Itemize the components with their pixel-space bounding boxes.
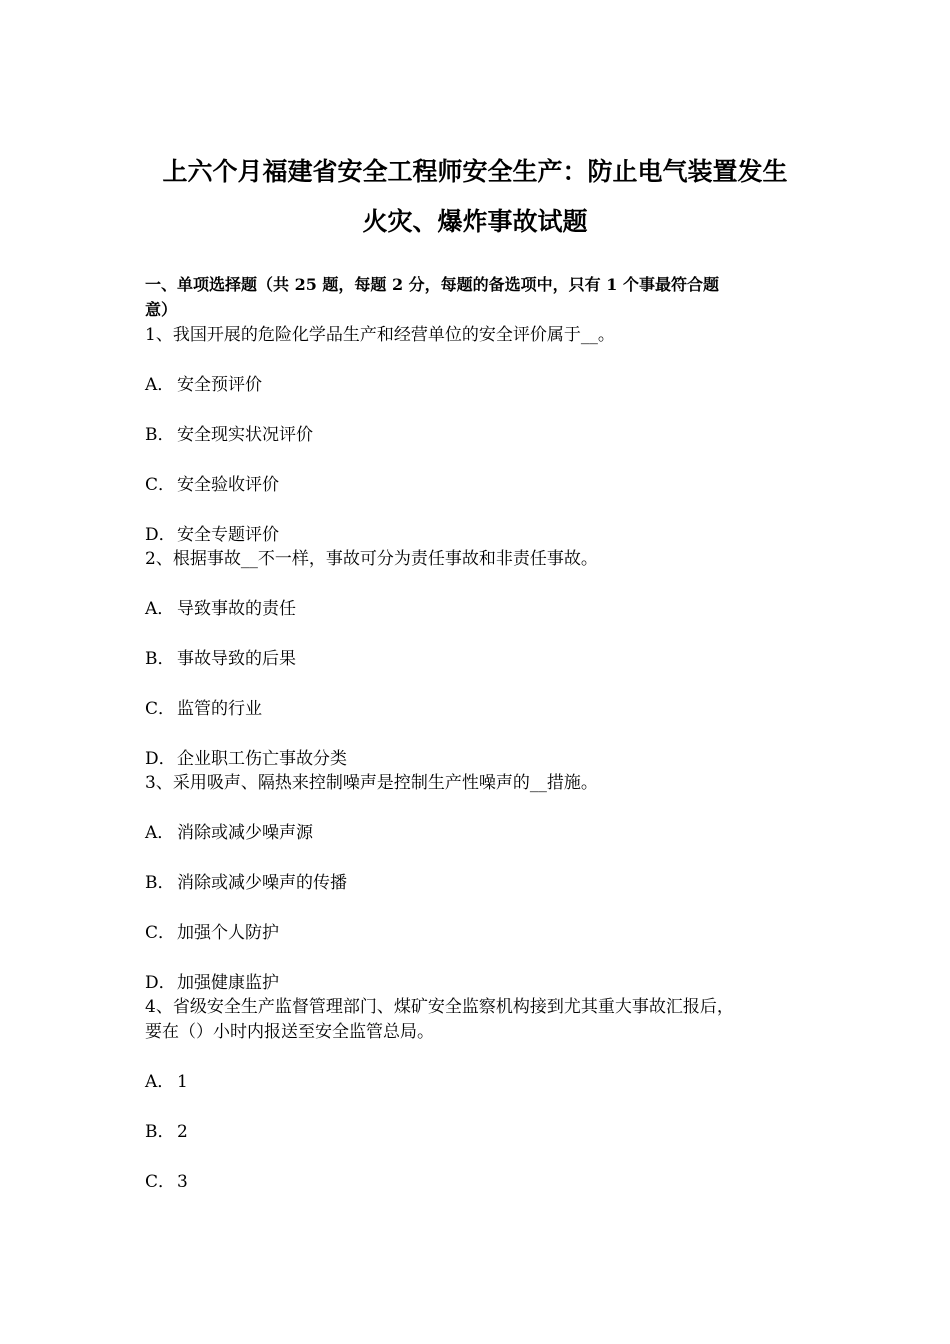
document-title-line-2: 火灾、爆炸事故试题 <box>362 207 588 236</box>
option-text: 1 <box>177 1072 188 1092</box>
option-text: 3 <box>177 1172 188 1192</box>
option-text: 安全专题评价 <box>177 525 279 545</box>
option-letter: C． <box>145 699 176 719</box>
option-text: 导致事故的责任 <box>177 599 296 619</box>
option-letter: A． <box>145 599 175 619</box>
section-heading-line-2: 意） <box>145 300 178 319</box>
option-letter: D． <box>145 525 176 545</box>
document-title-line-1: 上六个月福建省安全工程师安全生产：防止电气装置发生 <box>162 157 788 186</box>
question-4-option-a <box>145 1070 188 1094</box>
option-text: 加强健康监护 <box>177 973 279 993</box>
question-2-option-a <box>145 597 296 621</box>
option-letter: A． <box>145 375 175 395</box>
question-1-text: 1、我国开展的危险化学品生产和经营单位的安全评价属于__。 <box>145 325 615 345</box>
option-text: 安全预评价 <box>177 375 262 395</box>
option-letter: A． <box>145 823 175 843</box>
question-1-option-d <box>145 523 279 547</box>
question-2-option-b <box>145 647 296 671</box>
option-text: 事故导致的后果 <box>177 649 296 669</box>
option-text: 安全现实状况评价 <box>177 425 313 445</box>
question-4-option-c <box>145 1170 188 1194</box>
section-heading-line-1: 一、单项选择题（共 25 题，每题 2 分，每题的备选项中，只有 1 个事最符合题 <box>145 275 719 294</box>
question-3-option-c <box>145 921 279 945</box>
question-4-option-b <box>145 1120 188 1144</box>
question-1-option-c <box>145 473 279 497</box>
option-text: 2 <box>177 1122 188 1142</box>
option-text: 监管的行业 <box>177 699 262 719</box>
option-letter: C． <box>145 1172 176 1192</box>
option-letter: B． <box>145 425 175 445</box>
option-letter: D． <box>145 973 176 993</box>
question-1-option-a <box>145 373 262 397</box>
option-letter: B． <box>145 1122 175 1142</box>
question-2-text: 2、根据事故__不一样，事故可分为责任事故和非责任事故。 <box>145 549 598 569</box>
question-2-option-c <box>145 697 262 721</box>
option-letter: B． <box>145 649 175 669</box>
option-text: 安全验收评价 <box>177 475 279 495</box>
option-text: 消除或减少噪声源 <box>177 823 313 843</box>
question-3-option-a <box>145 821 313 845</box>
option-letter: B． <box>145 873 175 893</box>
question-4-text-line-1: 4、省级安全生产监督管理部门、煤矿安全监察机构接到尤其重大事故汇报后， <box>145 997 734 1017</box>
question-3-option-d <box>145 971 279 995</box>
option-letter: D． <box>145 749 176 769</box>
question-3-option-b <box>145 871 347 895</box>
option-letter: A． <box>145 1072 175 1092</box>
question-4-text-line-2: 要在（）小时内报送至安全监管总局。 <box>145 1022 434 1042</box>
option-text: 企业职工伤亡事故分类 <box>177 749 347 769</box>
option-letter: C． <box>145 475 176 495</box>
question-1-option-b <box>145 423 313 447</box>
option-text: 加强个人防护 <box>177 923 279 943</box>
option-text: 消除或减少噪声的传播 <box>177 873 347 893</box>
question-3-text: 3、采用吸声、隔热来控制噪声是控制生产性噪声的__措施。 <box>145 773 598 793</box>
option-letter: C． <box>145 923 176 943</box>
question-2-option-d <box>145 747 347 771</box>
